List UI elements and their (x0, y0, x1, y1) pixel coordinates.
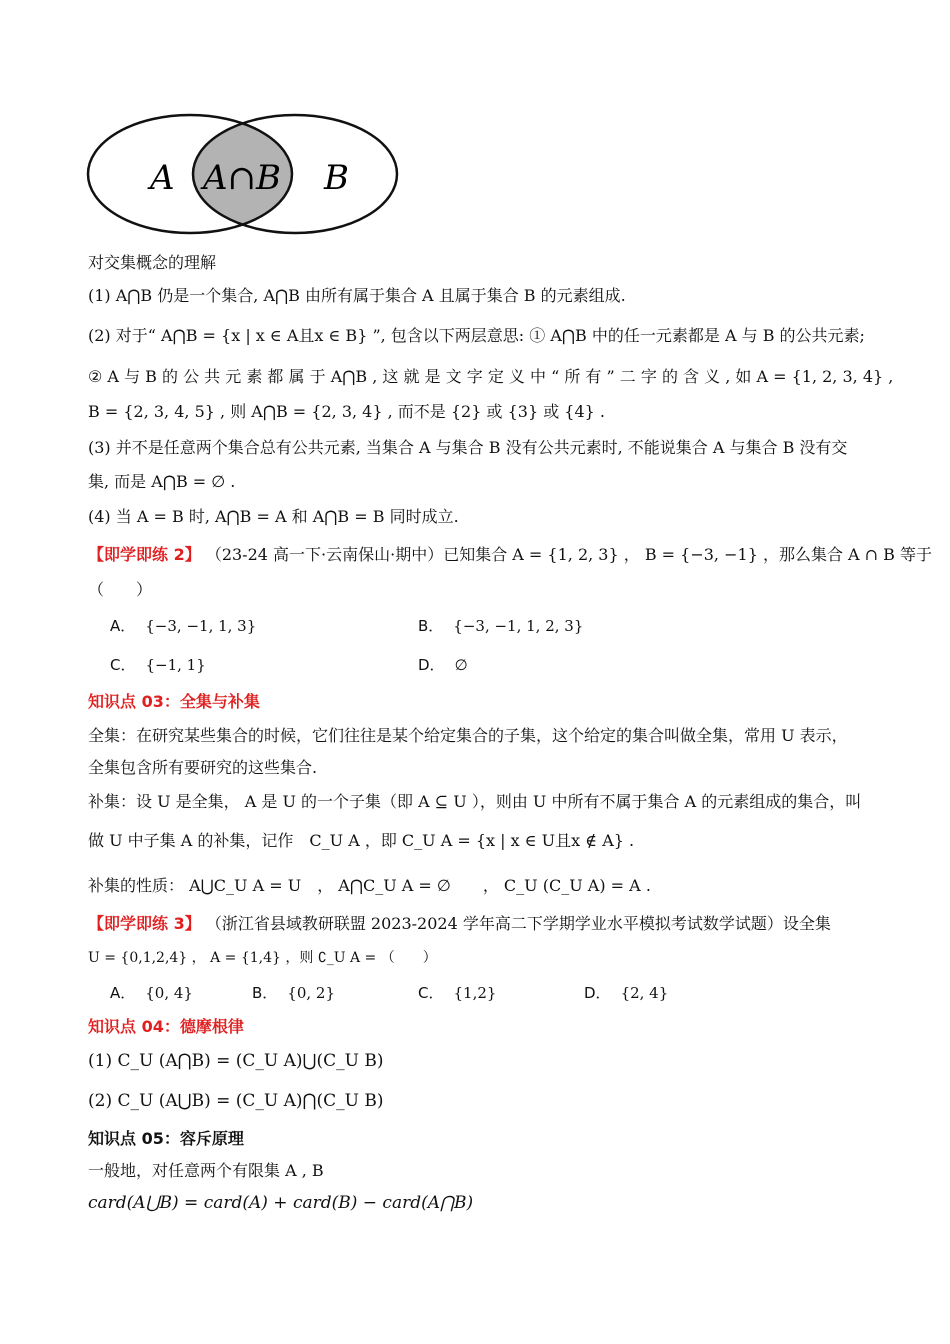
kp03-title: 知识点 03：全集与补集 (88, 692, 260, 711)
exercise-3-option-d[interactable]: D． {2, 4} (584, 984, 669, 1002)
exercise-2-text: （23-24 高一下·云南保山·期中）已知集合 A = {1, 2, 3} ， B = {−3, −1} ，那么集合 A ∩ B 等于 (205, 545, 933, 564)
kp05-formula: card(A⋃B) = card(A) + card(B) − card(A⋂B) (88, 1193, 474, 1213)
exercise-3-option-b[interactable]: B． {0, 2} (252, 984, 336, 1002)
exercise-3-stem (88, 913, 870, 935)
exercise-3-label: 【即学即练 3】 (88, 914, 201, 933)
exercise-2-label: 【即学即练 2】 (88, 545, 201, 564)
exercise-2-stem (88, 544, 933, 566)
exercise-2-paren: （ ） (88, 580, 153, 599)
exercise-2-option-c[interactable]: C． {−1, 1} (110, 656, 206, 674)
paragraph-4-line-2: 集, 而是 A⋂B = ∅ . (88, 472, 236, 491)
kp04-law-1: (1) C_U (A⋂B) = (C_U A)⋃(C_U B) (88, 1051, 384, 1071)
kp03-complement-line-2: 做 U 中子集 A 的补集，记作 C_U A ，即 C_U A = {x | x ∈ U且x ∉ A} . (88, 831, 635, 850)
exercise-3-option-c[interactable]: C． {1,2} (418, 984, 497, 1002)
venn-label-a: A (150, 158, 175, 198)
kp03-properties: 补集的性质： A⋃C_U A = U ， A⋂C_U A = ∅ ， C_U (C_U A) = A . (88, 876, 651, 895)
kp03-complement-line-1: 补集：设 U 是全集， A 是 U 的一个子集（即 A ⊆ U ），则由 U 中所有不属于集合 A 的元素组成的集合，叫 (88, 792, 862, 811)
paragraph-4-line-1: (3) 并不是任意两个集合总有公共元素, 当集合 A 与集合 B 没有公共元素时, 不能说集合 A 与集合 B 没有交 (88, 438, 848, 457)
exercise-2-option-d[interactable]: D． ∅ (418, 656, 468, 674)
kp03-universal-line-1: 全集：在研究某些集合的时候，它们往往是某个给定集合的子集，这个给定的集合叫做全集，常用 U 表示， (88, 726, 848, 745)
exercise-3-option-a[interactable]: A． {0, 4} (110, 984, 193, 1002)
paragraph-1: (1) A⋂B 仍是一个集合, A⋂B 由所有属于集合 A 且属于集合 B 的元素组成. (88, 286, 626, 305)
exercise-2-option-b[interactable]: B． {−3, −1, 1, 2, 3} (418, 617, 584, 635)
kp05-title: 知识点 05：容斥原理 (88, 1129, 244, 1148)
kp05-intro: 一般地，对任意两个有限集 A , B (88, 1161, 324, 1180)
paragraph-2: (2) 对于“ A⋂B = {x | x ∈ A且x ∈ B} ”, 包含以下两层意思: ① A⋂B 中的任一元素都是 A 与 B 的公共元素; (88, 326, 865, 345)
paragraph-3-line-1: ② A 与 B 的 公 共 元 素 都 属 于 A⋂B , 这 就 是 文 字 定 义 中 “ 所 有 ” 二 字 的 含 义 , 如 A = {1, 2, 3, 4} , (88, 367, 894, 386)
section-title-intersection: 对交集概念的理解 (88, 253, 217, 272)
paragraph-3-line-2: B = {2, 3, 4, 5} , 则 A⋂B = {2, 3, 4} , 而不是 {2} 或 {3} 或 {4} . (88, 402, 606, 421)
exercise-2-option-a[interactable]: A． {−3, −1, 1, 3} (110, 617, 257, 635)
paragraph-5: (4) 当 A = B 时, A⋂B = A 和 A⋂B = B 同时成立. (88, 507, 459, 526)
exercise-3-line-2: U = {0,1,2,4} ， A = {1,4} ，则 ∁_U A = （ ） (88, 950, 437, 966)
exercise-3-text: （浙江省县域教研联盟 2023-2024 学年高二下学期学业水平模拟考试数学试题）设全集 (205, 914, 831, 933)
kp03-universal-line-2: 全集包含所有要研究的这些集合. (88, 758, 318, 777)
kp04-title: 知识点 04：德摩根律 (88, 1017, 244, 1036)
kp04-law-2: (2) C_U (A⋃B) = (C_U A)⋂(C_U B) (88, 1091, 384, 1111)
venn-label-b: B (324, 158, 349, 198)
venn-diagram (86, 112, 402, 236)
venn-label-intersection: A∩B (202, 158, 282, 198)
